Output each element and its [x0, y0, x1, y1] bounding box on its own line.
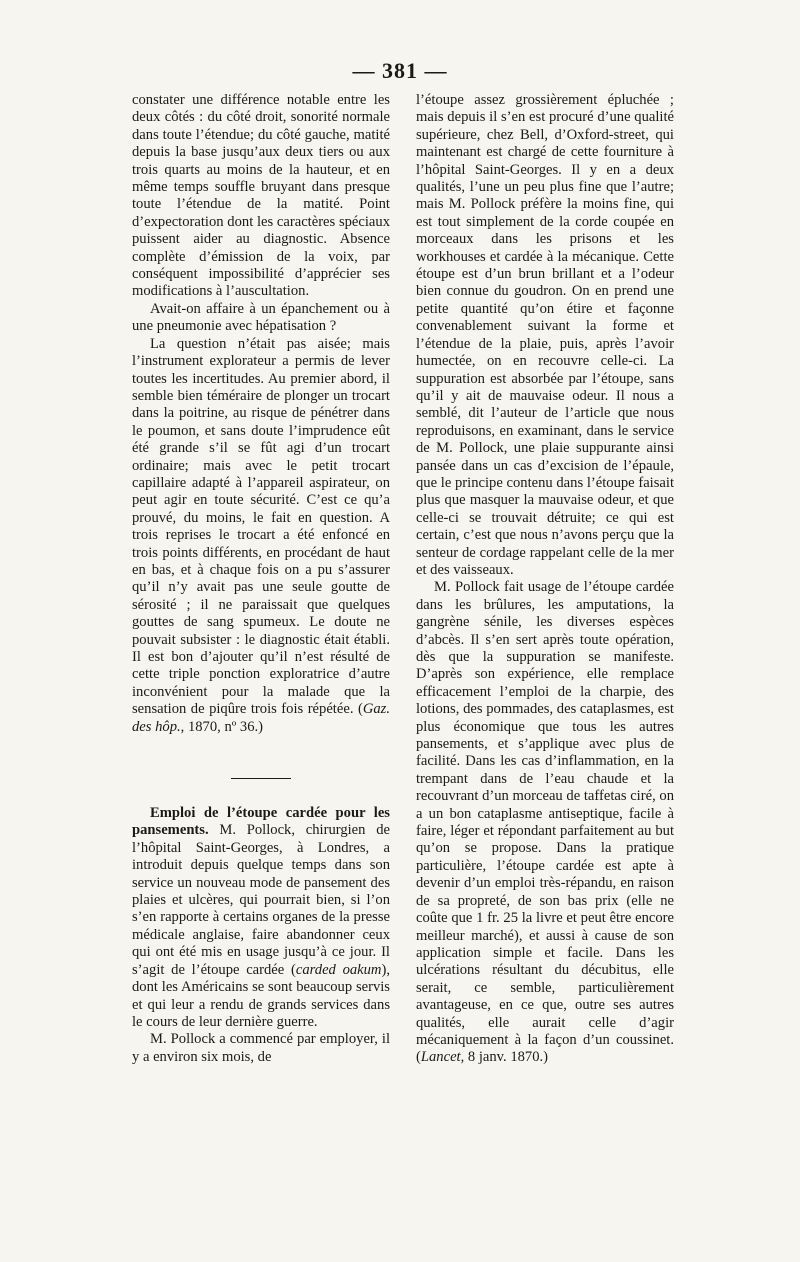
paragraph-text: M. Pollock fait usage de l’étoupe cardée dans les brûlures, les amputations, la gangrène sénile, les diverses espèces d’abcès. Il s’en sert après toute opération, dès que la suppuration se manifeste. D’après son expérience, elle remplace efficacement l’emploi de la charpie, des lotions, des pommades, des cataplasmes, est plus économique que tous les autres pansements, et s’applique avec plus de facilité. Dans les cas d’inflammation, en la trempant dans de l’eau chaude et la recouvrant d’un morceau de taffetas ciré, on a un bon cataplasme antiseptique, facile à faire, léger et répondant parfaitement au but qu’on se propose. Dans la pratique particulière, l’étoupe cardée est apte à devenir d’un emploi très-répandu, en raison de sa propreté, de son bas prix (elle ne coûte que 1 fr. 25 la livre et peut être encore meilleur marché), et aussi à cause de son application simple et facile. Dans les ulcérations résultant du décubitus, elle serait, ce semble, particulièrement avantageuse, en ce que, outre ses autres qualités, elle aurait celle d’agir mécaniquement à la façon d’un coussinet. (	[416, 579, 674, 1066]
paragraph: M. Pollock a commencé par employer, il y a environ six mois, de	[132, 1031, 390, 1065]
paragraph-text: La question n’était pas aisée; mais l’instrument explorateur a permis de lever toutes les incertitudes. Au premier abord, il semble bien téméraire de plonger un trocart dans la poitrine, au risque de pénétrer dans le poumon, et sans doute l’imprudence eût été grande s’il se fût agi d’un trocart ordinaire; mais avec le petit trocart capillaire adapté à l’appareil aspirateur, on peut agir en toute sécurité. C’est ce qu’a prouvé, du moins, le fait en question. A trois reprises le trocart a été enfoncé en trois points différents, en procédant de haut en bas, et à chaque fois on a pu s’assurer qu’il n’y avait pas une seule goutte de sérosité ; il ne paraissait que quelques gouttes de sang spumeux. Le doute ne pouvait subsister : le diagnostic était établi. Il est bon d’ajouter qu’il n’est résulté de cette triple ponction exploratrice d’autre inconvénient pour la malade que la sensation de piqûre trois fois répétée. (	[132, 335, 390, 718]
section-heading: Emploi de l’étoupe cardée pour les pansements.	[132, 805, 390, 839]
left-column	[132, 92, 390, 1066]
citation: Lancet	[420, 1049, 461, 1066]
paragraph	[132, 805, 390, 1031]
right-column	[416, 92, 674, 1067]
citation: Gaz. des hôp.	[132, 701, 390, 735]
section-divider	[231, 778, 291, 779]
paragraph	[416, 579, 674, 1066]
citation-tail: , 8 janv. 1870.)	[460, 1049, 549, 1066]
citation-tail: , 1870, nº 36.)	[180, 718, 264, 735]
term: carded oakum	[295, 961, 382, 978]
paragraph: constater une différence notable entre les deux côtés : du côté droit, sonorité normale dans toute l’étendue; du côté gauche, matité depuis la base jusqu’aux deux tiers ou aux trois quarts au moins de la hauteur, et en même temps souffle bruyant dans presque toute l’étendue de la matité. Point d’expectoration dont les caractères spéciaux puissent aider au diagnostic. Absence complète d’émission de la voix, par conséquent impossibilité d’apprécier ses modifications à l’auscultation.	[132, 92, 390, 300]
paragraph-text: ), dont les Américains se sont beaucoup servis et qui leur a rendu de grands services dans le cours de leur dernière guerre.	[132, 961, 390, 1030]
paragraph: Avait-on affaire à un épanchement ou à une pneumonie avec hépatisation ?	[132, 300, 390, 335]
page-number: — 381 —	[352, 58, 448, 83]
paragraph-text: M. Pollock, chirurgien de l’hôpital Saint-Georges, à Londres, a introduit depuis quelque temps dans son service un nouveau mode de pansement des plaies et ulcères, qui pourrait bien, si l’on s’en rapporte à certains organes de la presse médicale anglaise, faire abandonner ceux qui ont été mis en usage jusqu’à ce jour. Il s’agit de l’étoupe cardée (	[132, 822, 390, 978]
paragraph	[132, 336, 390, 736]
paragraph: l’étoupe assez grossièrement épluchée ; mais depuis il s’en est procuré d’une qualité supérieure, chez Bell, d’Oxford-street, qui maintenant est chargé de cette fourniture à l’hôpital Saint-Georges. Il y en a deux qualités, l’une un peu plus fine que l’autre; mais M. Pollock préfère la moins fine, qui est tout simplement de la corde coupée en morceaux dans les prisons et les workhouses et cardée à la mécanique. Cette étoupe est d’un brun brillant et a l’odeur bien connue du goudron. On en prend une petite quantité qu’on étire et façonne convenablement suivant la forme et l’étendue de la plaie, puis, après l’avoir humectée, on en recouvre celle-ci. La suppuration est absorbée par l’étoupe, sans qu’il y ait de mauvaise odeur. Il nous a semblé, dit l’auteur de l’article que nous reproduisons, en examinant, dans le service de M. Pollock, une plaie suppurante ainsi pansée dans un cas d’excision de l’épaule, que le principe contenu dans l’étoupe faisait plus que masquer la mauvaise odeur, et que celle-ci se trouvait détruite; ce qui est certain, c’est que nous n’avons perçu que la senteur de cordage rappelant celle de la mer et des vaisseaux.	[416, 92, 674, 578]
